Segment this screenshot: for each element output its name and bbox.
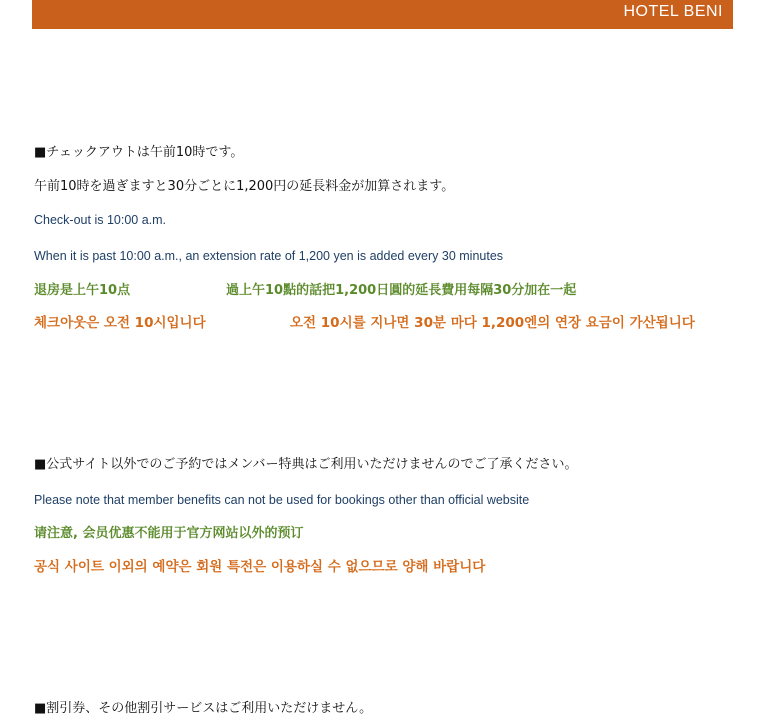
member-notice-jp: ■公式サイト以外でのご予約ではメンバー特典はご利用いただけませんのでご了承ください。 — [34, 457, 578, 472]
checkout-detail-zh: 過上午10點的話把1,200日圓的延長費用每隔30分加在一起 — [226, 283, 577, 298]
member-notice-zh: 请注意, 会员优惠不能用于官方网站以外的预订 — [34, 526, 304, 541]
member-notice-en: Please note that member benefits can not be used for bookings other than official website — [34, 493, 530, 507]
discount-notice-jp: ■割引券、その他割引サービスはご利用いただけません。 — [34, 701, 373, 716]
checkout-detail-en: When it is past 10:00 a.m., an extension rate of 1,200 yen is added every 30 minutes — [34, 249, 504, 263]
checkout-heading-jp: ■チェックアウトは午前10時です。 — [34, 145, 244, 160]
header-bar — [32, 0, 733, 29]
checkout-heading-en: Check-out is 10:00 a.m. — [34, 213, 167, 227]
hotel-name: HOTEL BENI — [623, 3, 723, 20]
checkout-detail-ko: 오전 10시를 지나면 30분 마다 1,200엔의 연장 요금이 가산됩니다 — [290, 315, 695, 331]
checkout-heading-ko: 체크아웃은 오전 10시입니다 — [34, 315, 206, 331]
checkout-detail-jp: 午前10時を過ぎますと30分ごとに1,200円の延長料金が加算されます。 — [34, 179, 455, 194]
member-notice-ko: 공식 사이트 이외의 예약은 회원 특전은 이용하실 수 없으므로 양해 바랍니다 — [34, 559, 486, 575]
checkout-heading-zh: 退房是上午10点 — [34, 283, 131, 298]
